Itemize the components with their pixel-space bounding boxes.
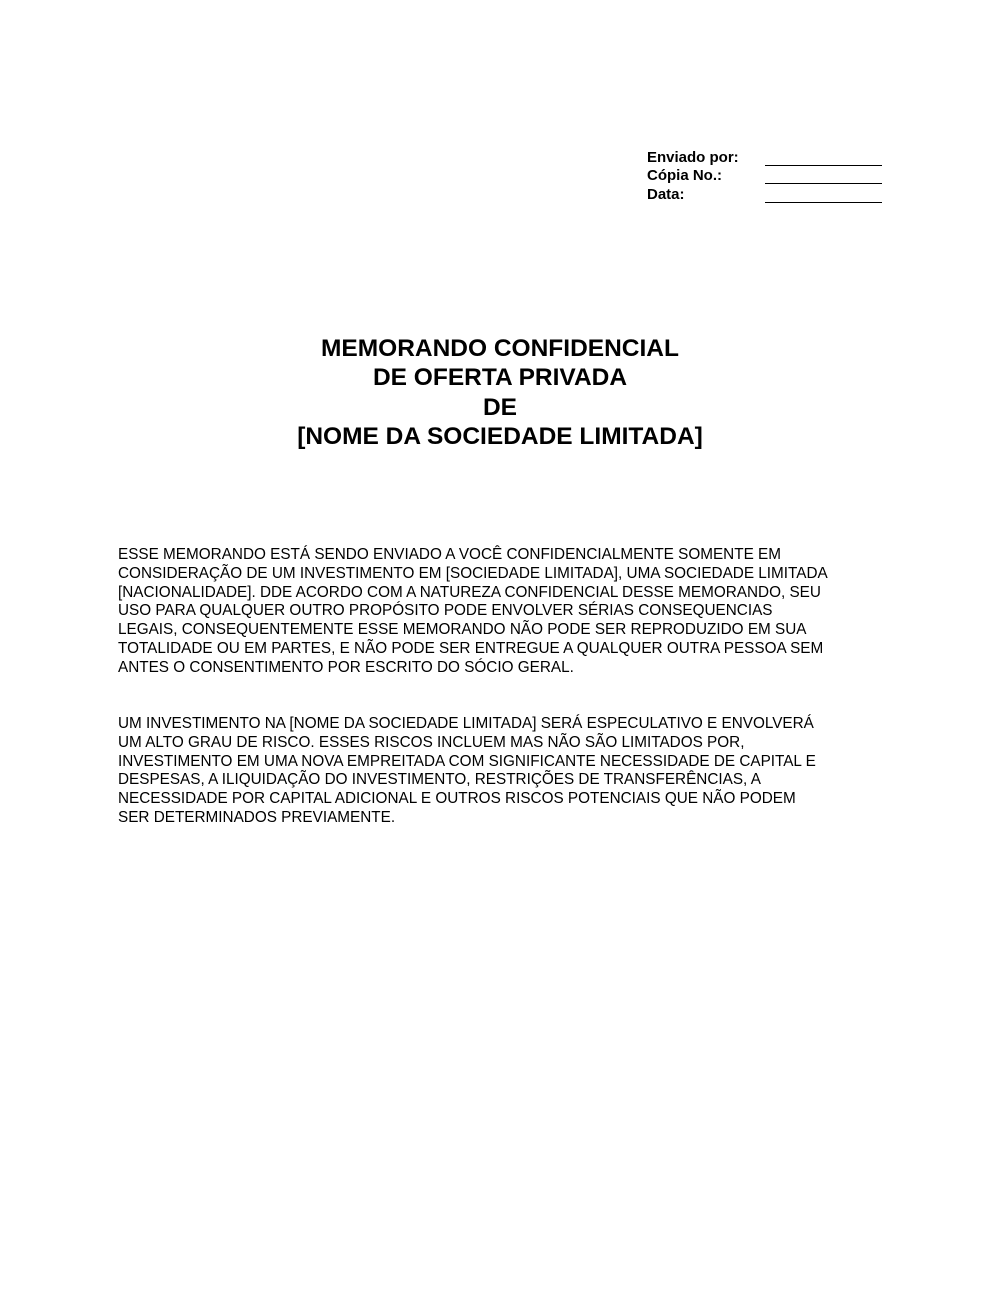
field-label: Cópia No.: — [647, 167, 722, 185]
field-label: Enviado por: — [647, 148, 739, 166]
text-line: USO PARA QUALQUER OUTRO PROPÓSITO PODE ENVOLVER SÉRIAS CONSEQUENCIAS — [118, 602, 773, 620]
field-label: Data: — [647, 186, 685, 204]
title-line: [NOME DA SOCIEDADE LIMITADA] — [297, 422, 703, 450]
text-line: LEGAIS, CONSEQUENTEMENTE ESSE MEMORANDO NÃO PODE SER REPRODUZIDO EM SUA — [118, 621, 807, 639]
text-line: INVESTIMENTO EM UMA NOVA EMPREITADA COM SIGNIFICANTE NECESSIDADE DE CAPITAL E — [118, 752, 816, 770]
title-line: MEMORANDO CONFIDENCIAL — [321, 335, 679, 362]
text-line: ANTES O CONSENTIMENTO POR ESCRITO DO SÓCIO GERAL. — [118, 658, 574, 676]
field-date — [647, 184, 882, 203]
text-line: NECESSIDADE POR CAPITAL ADICIONAL E OUTROS RISCOS POTENCIAIS QUE NÃO PODEM — [118, 790, 796, 808]
blank-line — [765, 171, 882, 184]
text-line: UM INVESTIMENTO NA [NOME DA SOCIEDADE LIMITADA] SERÁ ESPECULATIVO E ENVOLVERÁ — [118, 715, 814, 732]
text-line: SER DETERMINADOS PREVIAMENTE. — [118, 808, 396, 826]
header-fields — [647, 147, 882, 203]
text-line: UM ALTO GRAU DE RISCO. ESSES RISCOS INCLUEM MAS NÃO SÃO LIMITADOS POR, — [118, 733, 745, 751]
confidentiality-paragraph — [118, 546, 828, 678]
blank-line — [765, 153, 882, 166]
text-line: ESSE MEMORANDO ESTÁ SENDO ENVIADO A VOCÊ CONFIDENCIALMENTE SOMENTE EM — [118, 546, 781, 563]
text-line: DESPESAS, A ILIQUIDAÇÃO DO INVESTIMENTO, RESTRIÇÕES DE TRANSFERÊNCIAS, A — [118, 771, 761, 789]
title-line: DE — [482, 393, 518, 421]
field-copy-no — [647, 166, 882, 185]
document-title — [0, 334, 1000, 451]
field-sent-by — [647, 147, 882, 166]
text-line: [NACIONALIDADE]. DDE ACORDO COM A NATUREZA CONFIDENCIAL DESSE MEMORANDO, SEU — [118, 583, 821, 601]
title-line: DE OFERTA PRIVADA — [372, 364, 628, 392]
risk-paragraph — [118, 715, 816, 828]
text-line: TOTALIDADE OU EM PARTES, E NÃO PODE SER ENTREGUE A QUALQUER OUTRA PESSOA SEM — [118, 639, 824, 657]
text-line: CONSIDERAÇÃO DE UM INVESTIMENTO EM [SOCIEDADE LIMITADA], UMA SOCIEDADE LIMITADA — [118, 564, 828, 582]
blank-line — [765, 190, 882, 203]
